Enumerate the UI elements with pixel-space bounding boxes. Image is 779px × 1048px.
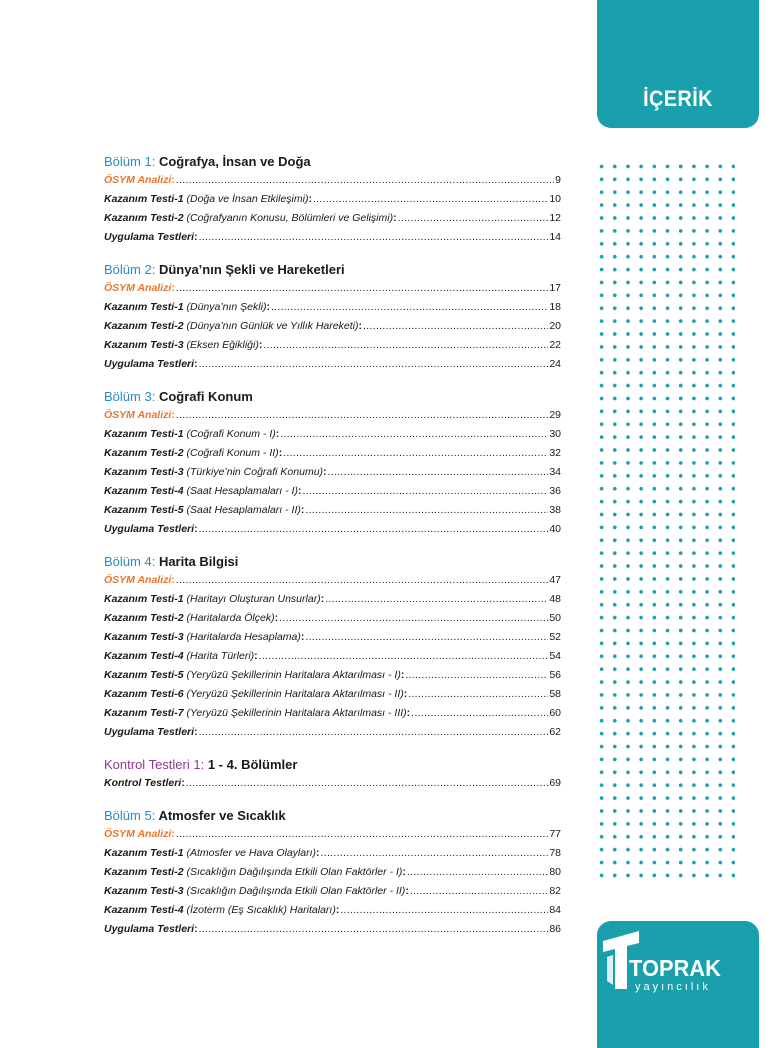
entry-label: Kazanım Testi-3 — [104, 466, 184, 478]
toc-entry[interactable] — [104, 279, 561, 298]
toc-entry[interactable] — [104, 704, 561, 723]
toc-entry[interactable] — [104, 628, 561, 647]
toc-entry[interactable] — [104, 406, 561, 425]
entry-label: Kazanım Testi-3 — [104, 339, 184, 351]
toc-section — [104, 260, 561, 374]
toc-entry[interactable] — [104, 774, 561, 793]
entry-label: Kazanım Testi-5 — [104, 504, 184, 516]
dot-leader — [263, 336, 548, 355]
entry-detail: (Coğrafi Konum - II) — [186, 447, 279, 459]
entry-colon: : — [358, 320, 362, 332]
section-name: Dünya’nın Şekli ve Hareketleri — [158, 262, 345, 277]
toc-entry[interactable] — [104, 209, 561, 228]
dot-leader — [410, 882, 549, 901]
toc-entry[interactable] — [104, 520, 561, 539]
entry-colon: : — [171, 409, 175, 421]
section-name: Coğrafya, İnsan ve Doğa — [158, 154, 311, 169]
toc-entry[interactable] — [104, 685, 561, 704]
page-number: 50 — [549, 612, 561, 624]
toc-entry[interactable] — [104, 844, 561, 863]
entry-label: Kazanım Testi-7 — [104, 707, 184, 719]
entry-colon: : — [171, 282, 175, 294]
page-number: 62 — [549, 726, 561, 738]
section-heading — [104, 260, 561, 279]
entry-label: Kazanım Testi-2 — [104, 612, 184, 624]
toc-entry[interactable] — [104, 228, 561, 247]
dot-leader — [363, 317, 548, 336]
entry-detail: (Haritalarda Ölçek) — [186, 612, 275, 624]
dot-leader — [176, 825, 549, 844]
entry-label: Kazanım Testi-2 — [104, 320, 184, 332]
page-number: 47 — [549, 574, 561, 586]
entry-label: Kazanım Testi-1 — [104, 593, 184, 605]
page-number: 82 — [549, 885, 561, 897]
entry-colon: : — [323, 466, 327, 478]
entry-detail: (İzoterm (Eş Sıcaklık) Haritaları) — [186, 904, 336, 916]
entry-label: Kazanım Testi-1 — [104, 193, 184, 205]
toc-entry[interactable] — [104, 463, 561, 482]
dot-leader — [407, 863, 548, 882]
toc-entry[interactable] — [104, 920, 561, 939]
entry-colon: : — [403, 688, 408, 700]
page-number: 84 — [549, 904, 561, 916]
page-number: 18 — [549, 301, 561, 313]
dot-leader — [199, 723, 549, 742]
page-number: 52 — [549, 631, 561, 643]
logo-name: TOPRAK — [629, 955, 721, 981]
toc-entry[interactable] — [104, 482, 561, 501]
page-number: 9 — [555, 174, 561, 186]
toc-entry[interactable] — [104, 647, 561, 666]
entry-detail: (Sıcaklığın Dağılışında Etkili Olan Faktörler - II) — [186, 885, 406, 897]
entry-detail: (Dünya’nın Şekli) — [186, 301, 267, 313]
page-number: 80 — [549, 866, 561, 878]
toc-section — [104, 552, 561, 742]
entry-colon: : — [275, 428, 280, 440]
page-number: 30 — [549, 428, 561, 440]
entry-detail: (Coğrafyanın Konusu, Bölümleri ve Gelişimi) — [186, 212, 394, 224]
entry-label: Kazanım Testi-4 — [104, 650, 184, 662]
entry-colon: : — [171, 828, 175, 840]
entry-label: Kazanım Testi-6 — [104, 688, 184, 700]
entry-detail: (Haritayı Oluşturan Unsurlar) — [186, 593, 321, 605]
entry-colon: : — [194, 923, 198, 935]
toc-entry[interactable] — [104, 609, 561, 628]
section-label: Kontrol Testleri 1: — [104, 757, 205, 772]
section-label: Bölüm 3: — [104, 389, 156, 404]
entry-detail: (Coğrafi Konum - I) — [186, 428, 276, 440]
entry-label: Kazanım Testi-4 — [104, 904, 184, 916]
entry-detail: (Haritalarda Hesaplama) — [186, 631, 301, 643]
dot-leader — [199, 228, 549, 247]
dot-leader — [176, 279, 549, 298]
toc-entry[interactable] — [104, 171, 561, 190]
section-heading — [104, 552, 561, 571]
entry-label: Uygulama Testleri — [104, 523, 195, 535]
page-number: 32 — [549, 447, 561, 459]
entry-colon: : — [274, 612, 279, 624]
section-name: Harita Bilgisi — [158, 554, 239, 569]
dot-leader — [313, 190, 548, 209]
entry-colon: : — [194, 358, 198, 370]
page-number: 38 — [549, 504, 561, 516]
section-heading — [104, 755, 561, 774]
dot-leader — [411, 704, 548, 723]
publisher-logo — [597, 921, 759, 1048]
entry-colon: : — [300, 504, 305, 516]
entry-detail: (Saat Hesaplamaları - II) — [186, 504, 301, 516]
entry-colon: : — [335, 904, 340, 916]
entry-detail: (Yeryüzü Şekillerinin Haritalara Aktarılması - I) — [186, 669, 401, 681]
toc-section — [104, 806, 561, 939]
entry-colon: : — [194, 231, 198, 243]
toc-entry[interactable] — [104, 190, 561, 209]
section-name: Coğrafi Konum — [158, 389, 253, 404]
entry-label: Uygulama Testleri — [104, 358, 195, 370]
page-number: 60 — [549, 707, 561, 719]
entry-colon: : — [171, 574, 175, 586]
entry-colon: : — [181, 777, 185, 789]
page-number: 20 — [549, 320, 561, 332]
page-number: 24 — [549, 358, 561, 370]
page-number: 69 — [549, 777, 561, 789]
dot-leader — [199, 520, 549, 539]
dot-leader — [305, 501, 548, 520]
entry-detail: (Harita Türleri) — [186, 650, 255, 662]
dot-leader — [398, 209, 549, 228]
entry-detail: (Saat Hesaplamaları - I) — [186, 485, 298, 497]
entry-detail: (Türkiye’nin Coğrafi Konumu) — [186, 466, 324, 478]
page-number: 14 — [549, 231, 561, 243]
header-tab — [597, 0, 759, 128]
toc-entry[interactable] — [104, 298, 561, 317]
dot-leader — [405, 666, 548, 685]
page-number: 54 — [549, 650, 561, 662]
dot-leader — [280, 425, 548, 444]
entry-label: Kontrol Testleri — [104, 777, 182, 789]
entry-detail: (Atmosfer ve Hava Olayları) — [186, 847, 317, 859]
entry-colon: : — [320, 593, 325, 605]
entry-label: Uygulama Testleri — [104, 726, 195, 738]
entry-label: Uygulama Testleri — [104, 923, 195, 935]
entry-label: Kazanım Testi-2 — [104, 447, 184, 459]
dot-leader — [283, 444, 548, 463]
dot-leader — [408, 685, 548, 704]
entry-label: Kazanım Testi-5 — [104, 669, 184, 681]
entry-label: Kazanım Testi-1 — [104, 301, 184, 313]
page-number: 78 — [549, 847, 561, 859]
entry-colon: : — [308, 193, 312, 205]
toc-entry[interactable] — [104, 863, 561, 882]
page-number: 77 — [549, 828, 561, 840]
entry-colon: : — [171, 174, 175, 186]
dot-pattern — [595, 160, 735, 884]
section-heading — [104, 387, 561, 406]
page-number: 56 — [549, 669, 561, 681]
entry-colon: : — [406, 707, 411, 719]
entry-label: ÖSYM Analizi — [104, 409, 172, 421]
entry-label: Kazanım Testi-1 — [104, 428, 184, 440]
toc-entry[interactable] — [104, 425, 561, 444]
entry-label: Kazanım Testi-3 — [104, 631, 184, 643]
entry-detail: (Doğa ve İnsan Etkileşimi) — [186, 193, 309, 205]
toc-entry[interactable] — [104, 666, 561, 685]
entry-colon: : — [300, 631, 305, 643]
entry-colon: : — [400, 669, 405, 681]
page-number: 12 — [549, 212, 561, 224]
entry-colon: : — [316, 847, 320, 859]
entry-detail: (Dünya’nın Günlük ve Yıllık Hareketi) — [186, 320, 359, 332]
entry-label: Kazanım Testi-3 — [104, 885, 184, 897]
entry-colon: : — [405, 885, 409, 897]
toc-entry[interactable] — [104, 723, 561, 742]
entry-detail: (Yeryüzü Şekillerinin Haritalara Aktarılması - III) — [186, 707, 407, 719]
dot-leader — [199, 355, 549, 374]
section-label: Bölüm 2: — [104, 262, 156, 277]
dot-leader — [199, 920, 549, 939]
entry-colon: : — [278, 447, 283, 459]
page-number: 58 — [549, 688, 561, 700]
entry-colon: : — [266, 301, 270, 313]
table-of-contents — [104, 152, 561, 952]
toc-entry[interactable] — [104, 355, 561, 374]
dot-leader — [321, 844, 549, 863]
page-number: 86 — [549, 923, 561, 935]
page-number: 36 — [549, 485, 561, 497]
toc-section — [104, 387, 561, 539]
logo-subtitle: yayıncılık — [635, 981, 711, 993]
page-number: 10 — [549, 193, 561, 205]
entry-detail: (Sıcaklığın Dağılışında Etkili Olan Faktörler - I) — [186, 866, 403, 878]
dot-leader — [176, 406, 549, 425]
dot-leader — [271, 298, 548, 317]
entry-label: Kazanım Testi-1 — [104, 847, 184, 859]
entry-label: ÖSYM Analizi — [104, 574, 172, 586]
toc-entry[interactable] — [104, 444, 561, 463]
section-label: Bölüm 1: — [104, 154, 156, 169]
entry-label: ÖSYM Analizi — [104, 828, 172, 840]
toc-entry[interactable] — [104, 590, 561, 609]
page-number: 29 — [549, 409, 561, 421]
entry-detail: (Eksen Eğikliği) — [186, 339, 259, 351]
dot-leader — [328, 463, 549, 482]
dot-leader — [176, 171, 554, 190]
entry-colon: : — [393, 212, 397, 224]
dot-leader — [305, 628, 548, 647]
dot-leader — [325, 590, 548, 609]
entry-colon: : — [254, 650, 258, 662]
page-title: İÇERİK — [643, 86, 713, 111]
section-label: Bölüm 4: — [104, 554, 156, 569]
dot-leader — [340, 901, 548, 920]
entry-label: ÖSYM Analizi — [104, 174, 172, 186]
toc-entry[interactable] — [104, 882, 561, 901]
page-number: 34 — [549, 466, 561, 478]
dot-leader — [176, 571, 549, 590]
toc-entry[interactable] — [104, 317, 561, 336]
section-label: Bölüm 5: — [104, 808, 156, 823]
entry-colon: : — [297, 485, 302, 497]
toc-section — [104, 152, 561, 247]
entry-label: Kazanım Testi-2 — [104, 212, 184, 224]
page-number: 40 — [549, 523, 561, 535]
dot-leader — [186, 774, 549, 793]
entry-label: ÖSYM Analizi — [104, 282, 172, 294]
dot-leader — [259, 647, 549, 666]
toc-entry[interactable] — [104, 571, 561, 590]
dot-leader — [279, 609, 548, 628]
page-number: 17 — [549, 282, 561, 294]
entry-detail: (Yeryüzü Şekillerinin Haritalara Aktarılması - II) — [186, 688, 404, 700]
toc-entry[interactable] — [104, 336, 561, 355]
toc-entry[interactable] — [104, 901, 561, 920]
section-name: Atmosfer ve Sıcaklık — [158, 808, 286, 823]
page-number: 22 — [549, 339, 561, 351]
entry-label: Kazanım Testi-4 — [104, 485, 184, 497]
entry-colon: : — [402, 866, 406, 878]
toc-entry[interactable] — [104, 501, 561, 520]
toc-section — [104, 755, 561, 793]
page-number: 48 — [549, 593, 561, 605]
entry-colon: : — [194, 726, 198, 738]
section-name: 1 - 4. Bölümler — [207, 757, 298, 772]
entry-label: Kazanım Testi-2 — [104, 866, 184, 878]
dot-leader — [302, 482, 548, 501]
entry-colon: : — [194, 523, 198, 535]
entry-colon: : — [258, 339, 263, 351]
toc-entry[interactable] — [104, 825, 561, 844]
entry-label: Uygulama Testleri — [104, 231, 195, 243]
section-heading — [104, 806, 561, 825]
section-heading — [104, 152, 561, 171]
